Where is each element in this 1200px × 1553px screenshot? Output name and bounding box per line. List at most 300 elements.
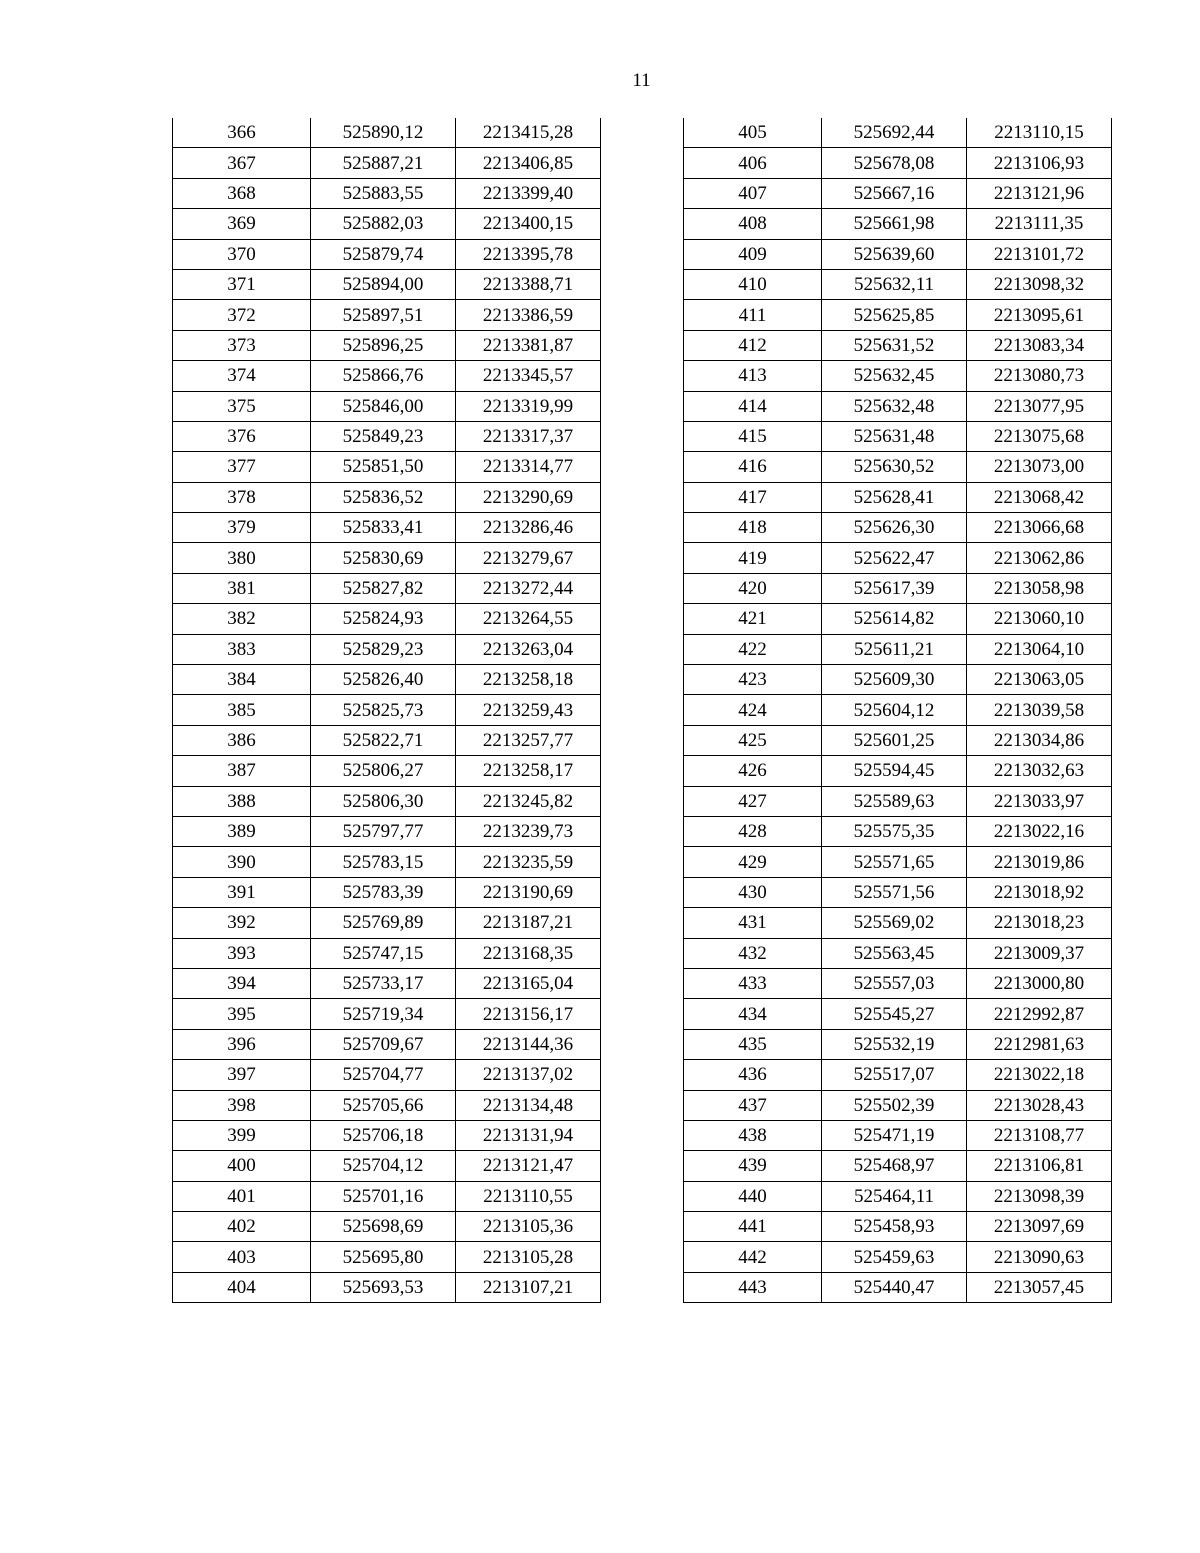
point-number-cell: 399: [173, 1120, 311, 1150]
y-coordinate-cell: 2213066,68: [967, 513, 1112, 543]
y-coordinate-cell: 2213018,92: [967, 877, 1112, 907]
x-coordinate-cell: 525604,12: [822, 695, 967, 725]
table-row: [173, 1212, 601, 1242]
table-row: [684, 999, 1112, 1029]
point-number-cell: 388: [173, 786, 311, 816]
table-row: [684, 452, 1112, 482]
table-row: [173, 695, 601, 725]
table-row: [684, 573, 1112, 603]
point-number-cell: 412: [684, 330, 822, 360]
x-coordinate-cell: 525611,21: [822, 634, 967, 664]
table-row: [173, 1242, 601, 1272]
y-coordinate-cell: 2213022,18: [967, 1060, 1112, 1090]
table-row: [173, 148, 601, 178]
point-number-cell: 385: [173, 695, 311, 725]
y-coordinate-cell: 2213106,93: [967, 148, 1112, 178]
point-number-cell: 367: [173, 148, 311, 178]
point-number-cell: 395: [173, 999, 311, 1029]
x-coordinate-cell: 525866,76: [311, 361, 456, 391]
table-row: [684, 725, 1112, 755]
x-coordinate-cell: 525631,48: [822, 421, 967, 451]
y-coordinate-cell: 2213033,97: [967, 786, 1112, 816]
x-coordinate-cell: 525709,67: [311, 1029, 456, 1059]
point-number-cell: 429: [684, 847, 822, 877]
table-row: [684, 482, 1112, 512]
y-coordinate-cell: 2213239,73: [456, 816, 601, 846]
y-coordinate-cell: 2213108,77: [967, 1120, 1112, 1150]
x-coordinate-cell: 525622,47: [822, 543, 967, 573]
table-row: [173, 118, 601, 148]
x-coordinate-cell: 525517,07: [822, 1060, 967, 1090]
table-row: [684, 695, 1112, 725]
point-number-cell: 408: [684, 209, 822, 239]
x-coordinate-cell: 525532,19: [822, 1029, 967, 1059]
y-coordinate-cell: 2213063,05: [967, 665, 1112, 695]
y-coordinate-cell: 2213388,71: [456, 269, 601, 299]
y-coordinate-cell: 2213168,35: [456, 938, 601, 968]
point-number-cell: 428: [684, 816, 822, 846]
x-coordinate-cell: 525631,52: [822, 330, 967, 360]
table-row: [684, 178, 1112, 208]
x-coordinate-cell: 525833,41: [311, 513, 456, 543]
x-coordinate-cell: 525563,45: [822, 938, 967, 968]
coordinates-table-left-body: [173, 118, 601, 1303]
table-row: [684, 513, 1112, 543]
x-coordinate-cell: 525879,74: [311, 239, 456, 269]
table-row: [173, 239, 601, 269]
table-row: [173, 1029, 601, 1059]
x-coordinate-cell: 525897,51: [311, 300, 456, 330]
x-coordinate-cell: 525783,15: [311, 847, 456, 877]
x-coordinate-cell: 525571,65: [822, 847, 967, 877]
point-number-cell: 371: [173, 269, 311, 299]
point-number-cell: 418: [684, 513, 822, 543]
x-coordinate-cell: 525464,11: [822, 1181, 967, 1211]
point-number-cell: 389: [173, 816, 311, 846]
table-row: [173, 756, 601, 786]
x-coordinate-cell: 525614,82: [822, 604, 967, 634]
point-number-cell: 391: [173, 877, 311, 907]
y-coordinate-cell: 2213098,39: [967, 1181, 1112, 1211]
point-number-cell: 432: [684, 938, 822, 968]
y-coordinate-cell: 2213098,32: [967, 269, 1112, 299]
table-row: [173, 968, 601, 998]
y-coordinate-cell: 2213062,86: [967, 543, 1112, 573]
point-number-cell: 394: [173, 968, 311, 998]
point-number-cell: 373: [173, 330, 311, 360]
table-row: [684, 239, 1112, 269]
y-coordinate-cell: 2213259,43: [456, 695, 601, 725]
x-coordinate-cell: 525575,35: [822, 816, 967, 846]
point-number-cell: 427: [684, 786, 822, 816]
x-coordinate-cell: 525589,63: [822, 786, 967, 816]
point-number-cell: 390: [173, 847, 311, 877]
x-coordinate-cell: 525639,60: [822, 239, 967, 269]
table-row: [173, 452, 601, 482]
table-row: [684, 300, 1112, 330]
y-coordinate-cell: 2213121,47: [456, 1151, 601, 1181]
y-coordinate-cell: 2212992,87: [967, 999, 1112, 1029]
point-number-cell: 438: [684, 1120, 822, 1150]
x-coordinate-cell: 525806,27: [311, 756, 456, 786]
table-row: [684, 1181, 1112, 1211]
y-coordinate-cell: 2213032,63: [967, 756, 1112, 786]
y-coordinate-cell: 2213257,77: [456, 725, 601, 755]
y-coordinate-cell: 2213111,35: [967, 209, 1112, 239]
x-coordinate-cell: 525698,69: [311, 1212, 456, 1242]
x-coordinate-cell: 525692,44: [822, 118, 967, 148]
point-number-cell: 378: [173, 482, 311, 512]
y-coordinate-cell: 2213258,17: [456, 756, 601, 786]
table-row: [684, 847, 1112, 877]
y-coordinate-cell: 2213156,17: [456, 999, 601, 1029]
table-row: [173, 725, 601, 755]
table-row: [173, 269, 601, 299]
y-coordinate-cell: 2213272,44: [456, 573, 601, 603]
table-row: [684, 118, 1112, 148]
x-coordinate-cell: 525661,98: [822, 209, 967, 239]
table-row: [684, 391, 1112, 421]
point-number-cell: 440: [684, 1181, 822, 1211]
table-row: [173, 361, 601, 391]
y-coordinate-cell: 2213057,45: [967, 1272, 1112, 1302]
x-coordinate-cell: 525594,45: [822, 756, 967, 786]
table-row: [684, 543, 1112, 573]
y-coordinate-cell: 2213279,67: [456, 543, 601, 573]
point-number-cell: 379: [173, 513, 311, 543]
table-row: [684, 1151, 1112, 1181]
point-number-cell: 381: [173, 573, 311, 603]
table-row: [173, 1181, 601, 1211]
point-number-cell: 423: [684, 665, 822, 695]
table-row: [684, 1029, 1112, 1059]
y-coordinate-cell: 2213009,37: [967, 938, 1112, 968]
table-row: [173, 634, 601, 664]
y-coordinate-cell: 2213039,58: [967, 695, 1112, 725]
x-coordinate-cell: 525704,77: [311, 1060, 456, 1090]
point-number-cell: 370: [173, 239, 311, 269]
x-coordinate-cell: 525609,30: [822, 665, 967, 695]
table-row: [684, 1242, 1112, 1272]
x-coordinate-cell: 525825,73: [311, 695, 456, 725]
table-row: [684, 877, 1112, 907]
table-row: [173, 1090, 601, 1120]
point-number-cell: 380: [173, 543, 311, 573]
y-coordinate-cell: 2213286,46: [456, 513, 601, 543]
y-coordinate-cell: 2213415,28: [456, 118, 601, 148]
y-coordinate-cell: 2213319,99: [456, 391, 601, 421]
table-row: [684, 1120, 1112, 1150]
x-coordinate-cell: 525630,52: [822, 452, 967, 482]
table-row: [173, 421, 601, 451]
point-number-cell: 422: [684, 634, 822, 664]
y-coordinate-cell: 2213187,21: [456, 908, 601, 938]
point-number-cell: 435: [684, 1029, 822, 1059]
table-row: [173, 1120, 601, 1150]
x-coordinate-cell: 525628,41: [822, 482, 967, 512]
table-row: [684, 786, 1112, 816]
table-row: [684, 330, 1112, 360]
x-coordinate-cell: 525440,47: [822, 1272, 967, 1302]
table-row: [173, 1060, 601, 1090]
y-coordinate-cell: 2213134,48: [456, 1090, 601, 1120]
table-row: [173, 938, 601, 968]
table-row: [684, 361, 1112, 391]
y-coordinate-cell: 2213395,78: [456, 239, 601, 269]
point-number-cell: 397: [173, 1060, 311, 1090]
point-number-cell: 387: [173, 756, 311, 786]
y-coordinate-cell: 2213019,86: [967, 847, 1112, 877]
x-coordinate-cell: 525824,93: [311, 604, 456, 634]
x-coordinate-cell: 525458,93: [822, 1212, 967, 1242]
y-coordinate-cell: 2213264,55: [456, 604, 601, 634]
table-row: [684, 816, 1112, 846]
x-coordinate-cell: 525632,11: [822, 269, 967, 299]
x-coordinate-cell: 525704,12: [311, 1151, 456, 1181]
x-coordinate-cell: 525695,80: [311, 1242, 456, 1272]
x-coordinate-cell: 525502,39: [822, 1090, 967, 1120]
y-coordinate-cell: 2213060,10: [967, 604, 1112, 634]
point-number-cell: 426: [684, 756, 822, 786]
x-coordinate-cell: 525601,25: [822, 725, 967, 755]
table-row: [173, 1272, 601, 1302]
y-coordinate-cell: 2213144,36: [456, 1029, 601, 1059]
point-number-cell: 421: [684, 604, 822, 634]
point-number-cell: 413: [684, 361, 822, 391]
x-coordinate-cell: 525806,30: [311, 786, 456, 816]
x-coordinate-cell: 525719,34: [311, 999, 456, 1029]
table-row: [173, 877, 601, 907]
point-number-cell: 425: [684, 725, 822, 755]
point-number-cell: 393: [173, 938, 311, 968]
table-row: [173, 209, 601, 239]
y-coordinate-cell: 2213121,96: [967, 178, 1112, 208]
x-coordinate-cell: 525783,39: [311, 877, 456, 907]
y-coordinate-cell: 2213314,77: [456, 452, 601, 482]
y-coordinate-cell: 2213034,86: [967, 725, 1112, 755]
table-row: [684, 756, 1112, 786]
x-coordinate-cell: 525468,97: [822, 1151, 967, 1181]
point-number-cell: 442: [684, 1242, 822, 1272]
table-row: [684, 209, 1112, 239]
table-row: [173, 513, 601, 543]
point-number-cell: 407: [684, 178, 822, 208]
point-number-cell: 414: [684, 391, 822, 421]
table-row: [684, 908, 1112, 938]
x-coordinate-cell: 525826,40: [311, 665, 456, 695]
table-row: [684, 938, 1112, 968]
point-number-cell: 376: [173, 421, 311, 451]
point-number-cell: 416: [684, 452, 822, 482]
x-coordinate-cell: 525632,48: [822, 391, 967, 421]
point-number-cell: 443: [684, 1272, 822, 1302]
x-coordinate-cell: 525569,02: [822, 908, 967, 938]
x-coordinate-cell: 525896,25: [311, 330, 456, 360]
point-number-cell: 415: [684, 421, 822, 451]
point-number-cell: 439: [684, 1151, 822, 1181]
table-row: [173, 816, 601, 846]
x-coordinate-cell: 525890,12: [311, 118, 456, 148]
point-number-cell: 386: [173, 725, 311, 755]
x-coordinate-cell: 525571,56: [822, 877, 967, 907]
y-coordinate-cell: 2213105,28: [456, 1242, 601, 1272]
y-coordinate-cell: 2213381,87: [456, 330, 601, 360]
table-row: [173, 847, 601, 877]
y-coordinate-cell: 2213406,85: [456, 148, 601, 178]
table-row: [173, 543, 601, 573]
y-coordinate-cell: 2213018,23: [967, 908, 1112, 938]
y-coordinate-cell: 2212981,63: [967, 1029, 1112, 1059]
point-number-cell: 382: [173, 604, 311, 634]
point-number-cell: 434: [684, 999, 822, 1029]
y-coordinate-cell: 2213101,72: [967, 239, 1112, 269]
y-coordinate-cell: 2213075,68: [967, 421, 1112, 451]
table-row: [684, 148, 1112, 178]
table-row: [173, 391, 601, 421]
y-coordinate-cell: 2213131,94: [456, 1120, 601, 1150]
point-number-cell: 436: [684, 1060, 822, 1090]
y-coordinate-cell: 2213022,16: [967, 816, 1112, 846]
point-number-cell: 417: [684, 482, 822, 512]
point-number-cell: 372: [173, 300, 311, 330]
y-coordinate-cell: 2213137,02: [456, 1060, 601, 1090]
table-row: [173, 908, 601, 938]
x-coordinate-cell: 525894,00: [311, 269, 456, 299]
x-coordinate-cell: 525626,30: [822, 513, 967, 543]
point-number-cell: 406: [684, 148, 822, 178]
y-coordinate-cell: 2213106,81: [967, 1151, 1112, 1181]
point-number-cell: 410: [684, 269, 822, 299]
table-row: [173, 330, 601, 360]
x-coordinate-cell: 525701,16: [311, 1181, 456, 1211]
x-coordinate-cell: 525887,21: [311, 148, 456, 178]
table-row: [173, 786, 601, 816]
table-row: [684, 1272, 1112, 1302]
y-coordinate-cell: 2213064,10: [967, 634, 1112, 664]
point-number-cell: 366: [173, 118, 311, 148]
table-row: [173, 1151, 601, 1181]
x-coordinate-cell: 525705,66: [311, 1090, 456, 1120]
point-number-cell: 368: [173, 178, 311, 208]
x-coordinate-cell: 525617,39: [822, 573, 967, 603]
y-coordinate-cell: 2213317,37: [456, 421, 601, 451]
y-coordinate-cell: 2213097,69: [967, 1212, 1112, 1242]
y-coordinate-cell: 2213000,80: [967, 968, 1112, 998]
y-coordinate-cell: 2213080,73: [967, 361, 1112, 391]
table-row: [684, 1060, 1112, 1090]
point-number-cell: 375: [173, 391, 311, 421]
x-coordinate-cell: 525883,55: [311, 178, 456, 208]
y-coordinate-cell: 2213386,59: [456, 300, 601, 330]
y-coordinate-cell: 2213345,57: [456, 361, 601, 391]
y-coordinate-cell: 2213077,95: [967, 391, 1112, 421]
x-coordinate-cell: 525747,15: [311, 938, 456, 968]
y-coordinate-cell: 2213068,42: [967, 482, 1112, 512]
y-coordinate-cell: 2213110,15: [967, 118, 1112, 148]
x-coordinate-cell: 525625,85: [822, 300, 967, 330]
table-row: [684, 269, 1112, 299]
y-coordinate-cell: 2213073,00: [967, 452, 1112, 482]
y-coordinate-cell: 2213083,34: [967, 330, 1112, 360]
y-coordinate-cell: 2213290,69: [456, 482, 601, 512]
x-coordinate-cell: 525830,69: [311, 543, 456, 573]
table-row: [173, 665, 601, 695]
x-coordinate-cell: 525706,18: [311, 1120, 456, 1150]
point-number-cell: 377: [173, 452, 311, 482]
y-coordinate-cell: 2213399,40: [456, 178, 601, 208]
point-number-cell: 402: [173, 1212, 311, 1242]
point-number-cell: 384: [173, 665, 311, 695]
point-number-cell: 420: [684, 573, 822, 603]
y-coordinate-cell: 2213107,21: [456, 1272, 601, 1302]
y-coordinate-cell: 2213258,18: [456, 665, 601, 695]
point-number-cell: 369: [173, 209, 311, 239]
x-coordinate-cell: 525545,27: [822, 999, 967, 1029]
point-number-cell: 401: [173, 1181, 311, 1211]
y-coordinate-cell: 2213165,04: [456, 968, 601, 998]
point-number-cell: 396: [173, 1029, 311, 1059]
x-coordinate-cell: 525851,50: [311, 452, 456, 482]
point-number-cell: 433: [684, 968, 822, 998]
table-row: [684, 634, 1112, 664]
x-coordinate-cell: 525471,19: [822, 1120, 967, 1150]
table-row: [684, 665, 1112, 695]
point-number-cell: 392: [173, 908, 311, 938]
x-coordinate-cell: 525849,23: [311, 421, 456, 451]
point-number-cell: 404: [173, 1272, 311, 1302]
x-coordinate-cell: 525769,89: [311, 908, 456, 938]
y-coordinate-cell: 2213095,61: [967, 300, 1112, 330]
y-coordinate-cell: 2213090,63: [967, 1242, 1112, 1272]
table-row: [684, 968, 1112, 998]
y-coordinate-cell: 2213105,36: [456, 1212, 601, 1242]
point-number-cell: 374: [173, 361, 311, 391]
table-row: [173, 178, 601, 208]
x-coordinate-cell: 525678,08: [822, 148, 967, 178]
point-number-cell: 431: [684, 908, 822, 938]
y-coordinate-cell: 2213110,55: [456, 1181, 601, 1211]
y-coordinate-cell: 2213245,82: [456, 786, 601, 816]
point-number-cell: 430: [684, 877, 822, 907]
page-number: 11: [632, 70, 651, 91]
x-coordinate-cell: 525667,16: [822, 178, 967, 208]
x-coordinate-cell: 525797,77: [311, 816, 456, 846]
x-coordinate-cell: 525557,03: [822, 968, 967, 998]
table-row: [684, 1090, 1112, 1120]
y-coordinate-cell: 2213263,04: [456, 634, 601, 664]
point-number-cell: 383: [173, 634, 311, 664]
point-number-cell: 400: [173, 1151, 311, 1181]
x-coordinate-cell: 525459,63: [822, 1242, 967, 1272]
x-coordinate-cell: 525733,17: [311, 968, 456, 998]
coordinates-table-right: [683, 118, 1112, 1303]
table-row: [173, 604, 601, 634]
point-number-cell: 424: [684, 695, 822, 725]
point-number-cell: 398: [173, 1090, 311, 1120]
point-number-cell: 441: [684, 1212, 822, 1242]
y-coordinate-cell: 2213235,59: [456, 847, 601, 877]
y-coordinate-cell: 2213400,15: [456, 209, 601, 239]
point-number-cell: 411: [684, 300, 822, 330]
table-row: [173, 482, 601, 512]
x-coordinate-cell: 525632,45: [822, 361, 967, 391]
table-row: [173, 999, 601, 1029]
x-coordinate-cell: 525836,52: [311, 482, 456, 512]
table-row: [173, 573, 601, 603]
point-number-cell: 405: [684, 118, 822, 148]
x-coordinate-cell: 525882,03: [311, 209, 456, 239]
table-row: [684, 604, 1112, 634]
